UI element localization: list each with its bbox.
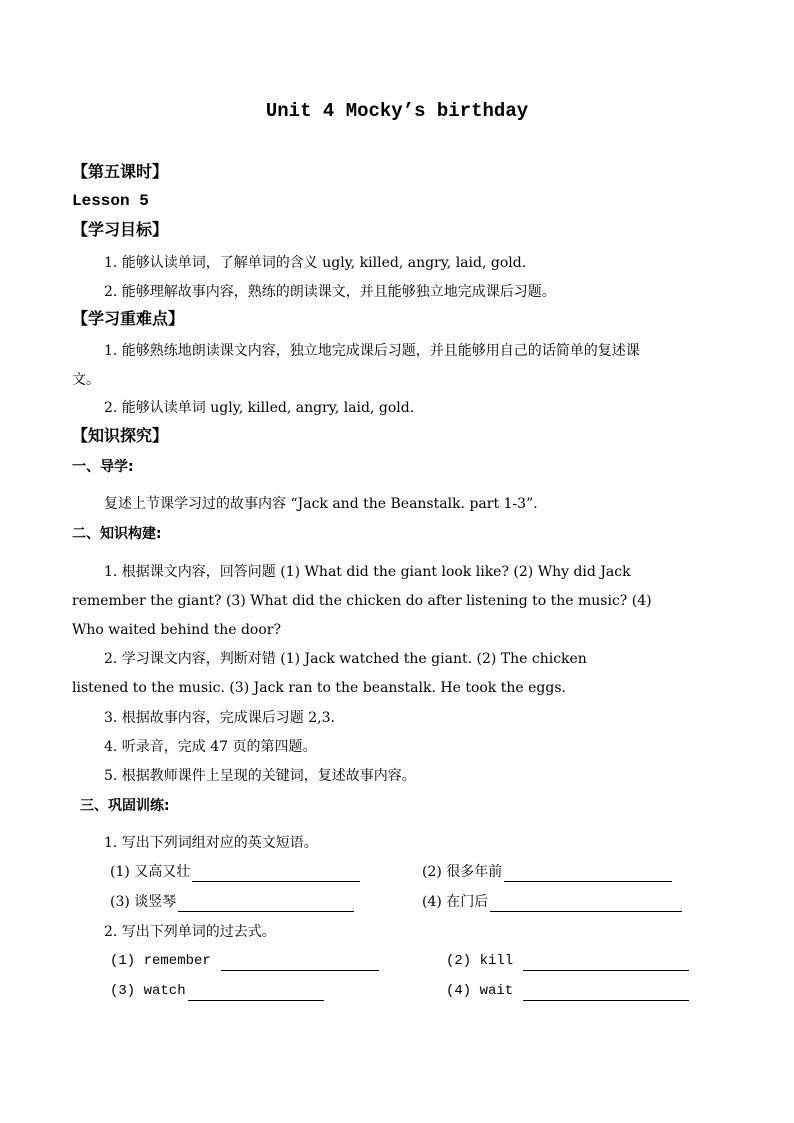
build-line: 2. 学习课文内容，判断对错 (1) Jack watched the giant. (2) The chicken <box>104 651 587 667</box>
lesson-label: Lesson 5 <box>72 192 149 210</box>
guide-heading: 一、导学: <box>72 459 134 475</box>
practice-question: 1. 写出下列词组对应的英文短语。 <box>104 835 318 851</box>
exercise-prompt: (1) 又高又壮 <box>110 864 191 880</box>
build-line: 5. 根据教师课件上呈现的关键词，复述故事内容。 <box>104 768 416 784</box>
answer-blank[interactable] <box>178 896 354 912</box>
build-line: 4. 听录音，完成 47 页的第四题。 <box>104 739 317 755</box>
answer-blank[interactable] <box>523 985 689 1001</box>
build-line: remember the giant? (3) What did the chicken do after listening to the music? (4) <box>72 593 652 609</box>
exercise-item <box>110 951 379 971</box>
exercise-item <box>422 892 682 912</box>
key-point-item: 1. 能够熟练地朗读课文内容，独立地完成课后习题，并且能够用自己的话简单的复述课 <box>104 343 640 359</box>
exercise-item <box>446 981 689 1001</box>
answer-blank[interactable] <box>490 896 682 912</box>
build-line: 1. 根据课文内容，回答问题 (1) What did the giant look like? (2) Why did Jack <box>104 564 631 580</box>
build-line: listened to the music. (3) Jack ran to the beanstalk. He took the eggs. <box>72 680 566 696</box>
key-points-heading: 【学习重难点】 <box>72 309 185 328</box>
answer-blank[interactable] <box>188 985 324 1001</box>
exercise-prompt: (3) 谈竖琴 <box>110 894 177 910</box>
key-point-item: 2. 能够认读单词 ugly, killed, angry, laid, gold. <box>104 400 415 416</box>
practice-question: 2. 写出下列单词的过去式。 <box>104 924 276 940</box>
exercise-prompt: (2) 很多年前 <box>422 864 503 880</box>
exercise-prompt: (4) 在门后 <box>422 894 489 910</box>
key-point-continuation: 文。 <box>72 372 100 388</box>
answer-blank[interactable] <box>192 866 360 882</box>
answer-blank[interactable] <box>221 955 379 971</box>
page-title: Unit 4 Mocky’s birthday <box>265 100 529 122</box>
objective-item: 2. 能够理解故事内容，熟练的朗读课文，并且能够独立地完成课后习题。 <box>104 284 556 300</box>
answer-blank[interactable] <box>504 866 672 882</box>
exercise-item <box>446 951 689 971</box>
objectives-heading: 【学习目标】 <box>72 220 169 239</box>
exercise-item <box>110 862 360 882</box>
build-line: Who waited behind the door? <box>72 622 281 638</box>
build-line: 3. 根据故事内容，完成课后习题 2,3. <box>104 710 335 726</box>
practice-heading: 三、巩固训练: <box>80 798 170 814</box>
exercise-prompt: (3) watch <box>110 983 186 999</box>
period-heading: 【第五课时】 <box>72 162 169 181</box>
explore-heading: 【知识探究】 <box>72 426 169 445</box>
exercise-prompt: (4) wait <box>446 983 514 999</box>
exercise-prompt: (1) remember <box>110 953 211 969</box>
exercise-item <box>422 862 672 882</box>
exercise-prompt: (2) kill <box>446 953 514 969</box>
guide-text: 复述上节课学习过的故事内容 “Jack and the Beanstalk. part 1-3”. <box>104 496 538 512</box>
objective-item: 1. 能够认读单词，了解单词的含义 ugly, killed, angry, laid, gold. <box>104 255 527 271</box>
build-heading: 二、知识构建: <box>72 526 162 542</box>
answer-blank[interactable] <box>523 955 689 971</box>
exercise-item <box>110 981 324 1001</box>
exercise-item <box>110 892 354 912</box>
